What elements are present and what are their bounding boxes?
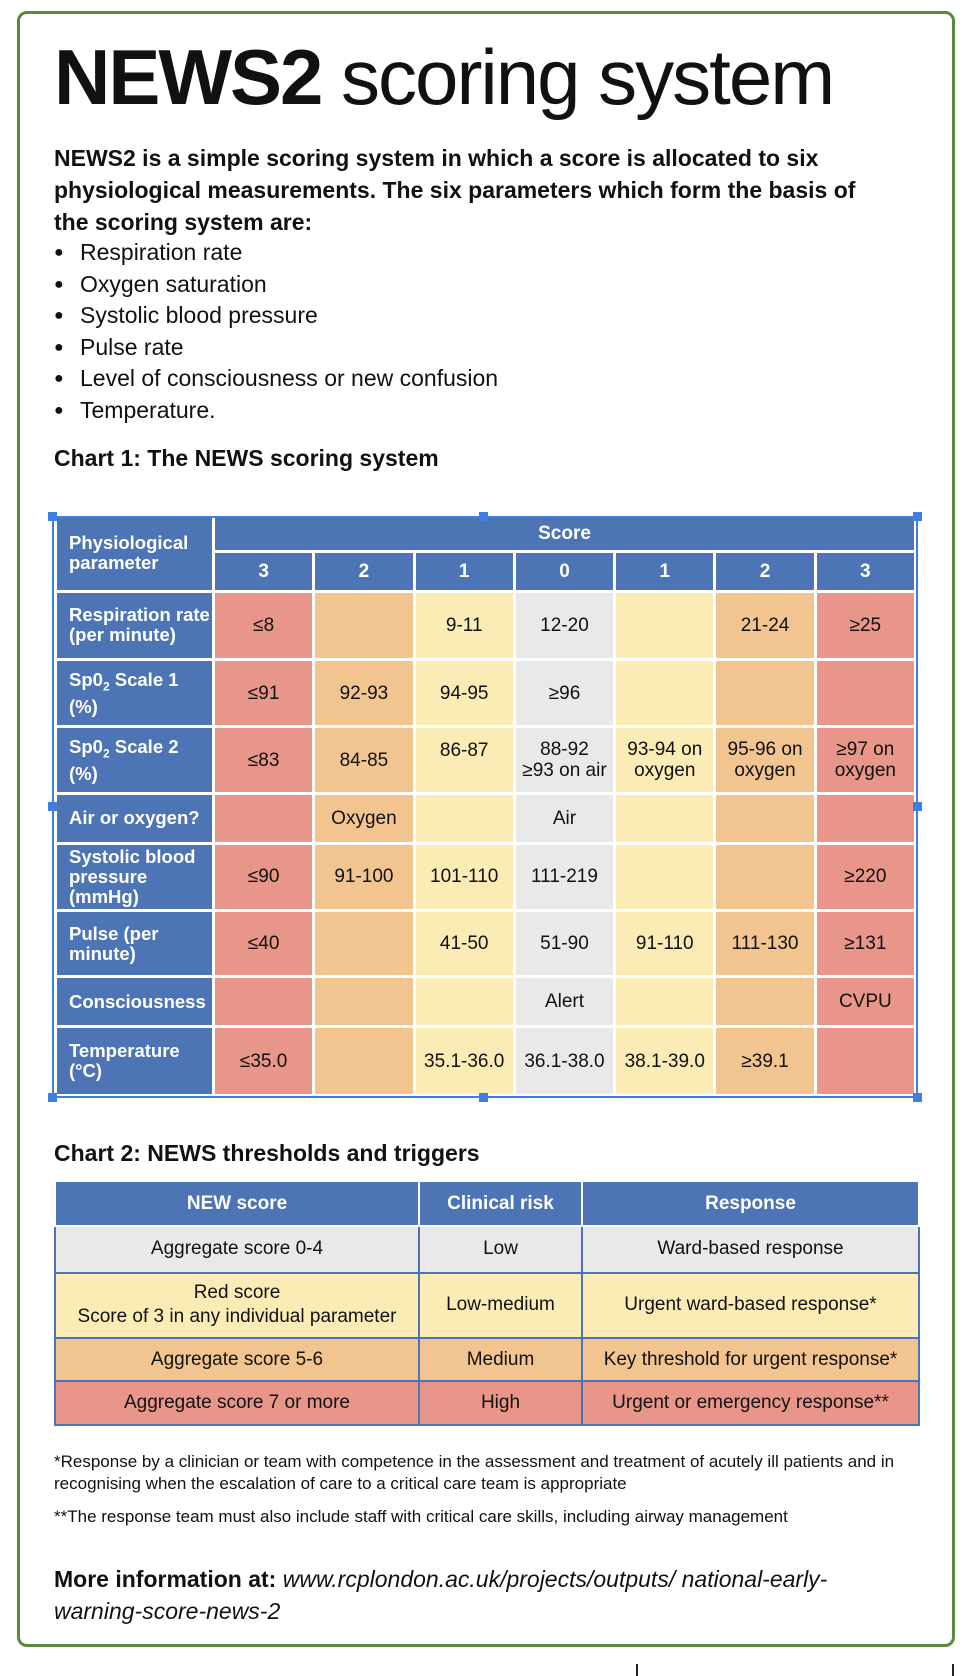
table-row: [56, 910, 916, 977]
table-row: [56, 727, 916, 794]
threshold-risk-cell: High: [419, 1381, 582, 1425]
intro-text: NEWS2 is a simple scoring system in which a score is allocated to six physiological measurements. The six parameters which form the basis of the scoring system are:: [54, 145, 856, 235]
footnote-2: **The response team must also include staff with critical care skills, including airway management: [54, 1507, 788, 1526]
score-col: 0: [514, 551, 614, 591]
score-col: 1: [615, 551, 715, 591]
resize-handle[interactable]: [913, 802, 922, 811]
table-row: [56, 1027, 916, 1096]
score-cell: 9-11: [414, 591, 514, 660]
threshold-risk-cell: Low-medium: [419, 1273, 582, 1338]
crop-mark: [952, 1664, 954, 1676]
parameter-label: [56, 727, 214, 794]
score-cell: [715, 977, 815, 1027]
score-cell: [615, 794, 715, 844]
chart2-title: Chart 2: NEWS thresholds and triggers: [54, 1140, 480, 1166]
parameter-label: Air or oxygen?: [56, 794, 214, 844]
parameter-label: Consciousness: [56, 977, 214, 1027]
score-cell: 38.1-39.0: [615, 1027, 715, 1096]
threshold-response-cell: Key threshold for urgent response*: [582, 1338, 919, 1381]
score-cell: [815, 794, 915, 844]
score-cell: [715, 843, 815, 910]
score-cell: 111-130: [715, 910, 815, 977]
score-cell: ≥96: [514, 660, 614, 727]
threshold-score-cell: Aggregate score 0-4: [55, 1226, 419, 1273]
header-parameter: Physiological parameter: [56, 517, 214, 591]
table-row: [56, 977, 916, 1027]
score-cell: ≤91: [214, 660, 314, 727]
list-item: ● Level of consciousness or new confusion: [54, 363, 498, 395]
score-cell: [715, 660, 815, 727]
score-col: 1: [414, 551, 514, 591]
resize-handle[interactable]: [48, 802, 57, 811]
resize-handle[interactable]: [48, 1093, 57, 1102]
score-cell: 35.1-36.0: [414, 1027, 514, 1096]
table-row: [55, 1381, 919, 1425]
header-new-score: NEW score: [55, 1181, 419, 1226]
score-cell: [414, 794, 514, 844]
threshold-score-cell: Aggregate score 5-6: [55, 1338, 419, 1381]
score-cell: [214, 977, 314, 1027]
more-info: [54, 1563, 914, 1627]
resize-handle[interactable]: [913, 1093, 922, 1102]
list-item: ● Oxygen saturation: [54, 269, 498, 301]
table-row: [55, 1338, 919, 1381]
score-cell: ≤35.0: [214, 1027, 314, 1096]
score-cell: 84-85: [314, 727, 414, 794]
score-cell: [815, 1027, 915, 1096]
table-row: [56, 794, 916, 844]
parameter-label-main: Sp0: [69, 668, 103, 690]
list-item: ● Pulse rate: [54, 332, 498, 364]
resize-handle[interactable]: [913, 512, 922, 521]
score-cell: ≤83: [214, 727, 314, 794]
threshold-response-cell: Urgent or emergency response**: [582, 1381, 919, 1425]
chart1-title: Chart 1: The NEWS scoring system: [54, 445, 439, 471]
title-light: scoring system: [321, 33, 834, 121]
score-col: 2: [314, 551, 414, 591]
score-cell: [815, 660, 915, 727]
score-cell: [314, 910, 414, 977]
threshold-risk-cell: Low: [419, 1226, 582, 1273]
parameter-label-rest: Scale 2 (%): [69, 735, 179, 784]
score-cell: ≥97 on oxygen: [815, 727, 915, 794]
threshold-response-cell: Urgent ward-based response*: [582, 1273, 919, 1338]
score-cell: 41-50: [414, 910, 514, 977]
score-cell: ≤90: [214, 843, 314, 910]
header-response: Response: [582, 1181, 919, 1226]
score-cell: 93-94 on oxygen: [615, 727, 715, 794]
score-cell: CVPU: [815, 977, 915, 1027]
score-cell: [314, 1027, 414, 1096]
resize-handle[interactable]: [479, 512, 488, 521]
parameter-label-subscript: 2: [102, 679, 110, 694]
score-cell: 101-110: [414, 843, 514, 910]
score-col: 3: [214, 551, 314, 591]
table-row: [55, 1273, 919, 1338]
score-cell: 92-93: [314, 660, 414, 727]
score-cell: [615, 660, 715, 727]
score-cell: [314, 591, 414, 660]
parameter-label: Pulse (per minute): [56, 910, 214, 977]
parameter-label: Temperature (°C): [56, 1027, 214, 1096]
footnote-1: *Response by a clinician or team with competence in the assessment and treatment of acutely ill patients and in recognising when the escalation of care to a critical care team is appropriate: [54, 1452, 895, 1493]
threshold-score-cell: Aggregate score 7 or more: [55, 1381, 419, 1425]
score-cell: 91-110: [615, 910, 715, 977]
parameter-label-subscript: 2: [102, 746, 110, 761]
parameter-list: [54, 237, 498, 426]
threshold-response-cell: Ward-based response: [582, 1226, 919, 1273]
threshold-risk-cell: Medium: [419, 1338, 582, 1381]
table-row: [55, 1226, 919, 1273]
table-row: [56, 660, 916, 727]
score-col: 2: [715, 551, 815, 591]
score-cell: Alert: [514, 977, 614, 1027]
parameter-label: Respiration rate (per minute): [56, 591, 214, 660]
score-cell: [715, 794, 815, 844]
score-cell: 111-219: [514, 843, 614, 910]
score-cell: Oxygen: [314, 794, 414, 844]
news-scoring-table: [54, 517, 917, 1097]
crop-mark: [636, 1664, 638, 1676]
score-cell: [214, 794, 314, 844]
score-cell: 12-20: [514, 591, 614, 660]
header-clinical-risk: Clinical risk: [419, 1181, 582, 1226]
score-cell: [615, 843, 715, 910]
list-item: ● Respiration rate: [54, 237, 498, 269]
more-info-label: More information at:: [54, 1566, 283, 1592]
more-info-link[interactable]: www.rcplondon.ac.uk/projects/outputs/ national-early-warning-score-news-2: [54, 1566, 828, 1624]
score-cell: [314, 977, 414, 1027]
thresholds-table: [54, 1180, 920, 1426]
parameter-label-main: Sp0: [69, 735, 103, 757]
page-title: [54, 32, 833, 122]
score-cell: [615, 977, 715, 1027]
score-cell: 86-87: [414, 727, 514, 794]
parameter-label-rest: Scale 1 (%): [69, 668, 179, 717]
score-cell: ≥131: [815, 910, 915, 977]
resize-handle[interactable]: [48, 512, 57, 521]
header-score: Score: [214, 517, 916, 551]
score-cell: ≥39.1: [715, 1027, 815, 1096]
parameter-label: [56, 660, 214, 727]
resize-handle[interactable]: [479, 1093, 488, 1102]
threshold-score-cell: Red score Score of 3 in any individual parameter: [55, 1273, 419, 1338]
score-cell: 94-95: [414, 660, 514, 727]
score-cell: 95-96 on oxygen: [715, 727, 815, 794]
score-cell: [414, 977, 514, 1027]
score-cell: 36.1-38.0: [514, 1027, 614, 1096]
title-bold: NEWS2: [54, 33, 322, 121]
score-cell: ≤40: [214, 910, 314, 977]
score-cell: [615, 591, 715, 660]
score-cell: ≥220: [815, 843, 915, 910]
table-row: [56, 843, 916, 910]
table-row: [56, 591, 916, 660]
list-item: ● Systolic blood pressure: [54, 300, 498, 332]
score-cell: ≥25: [815, 591, 915, 660]
score-cell: 21-24: [715, 591, 815, 660]
score-cell: 91-100: [314, 843, 414, 910]
score-col: 3: [815, 551, 915, 591]
list-item: ● Temperature.: [54, 395, 498, 427]
score-cell: Air: [514, 794, 614, 844]
score-cell: 51-90: [514, 910, 614, 977]
parameter-label: Systolic blood pressure (mmHg): [56, 843, 214, 910]
score-cell: 88-92 ≥93 on air: [514, 727, 614, 794]
score-cell: ≤8: [214, 591, 314, 660]
